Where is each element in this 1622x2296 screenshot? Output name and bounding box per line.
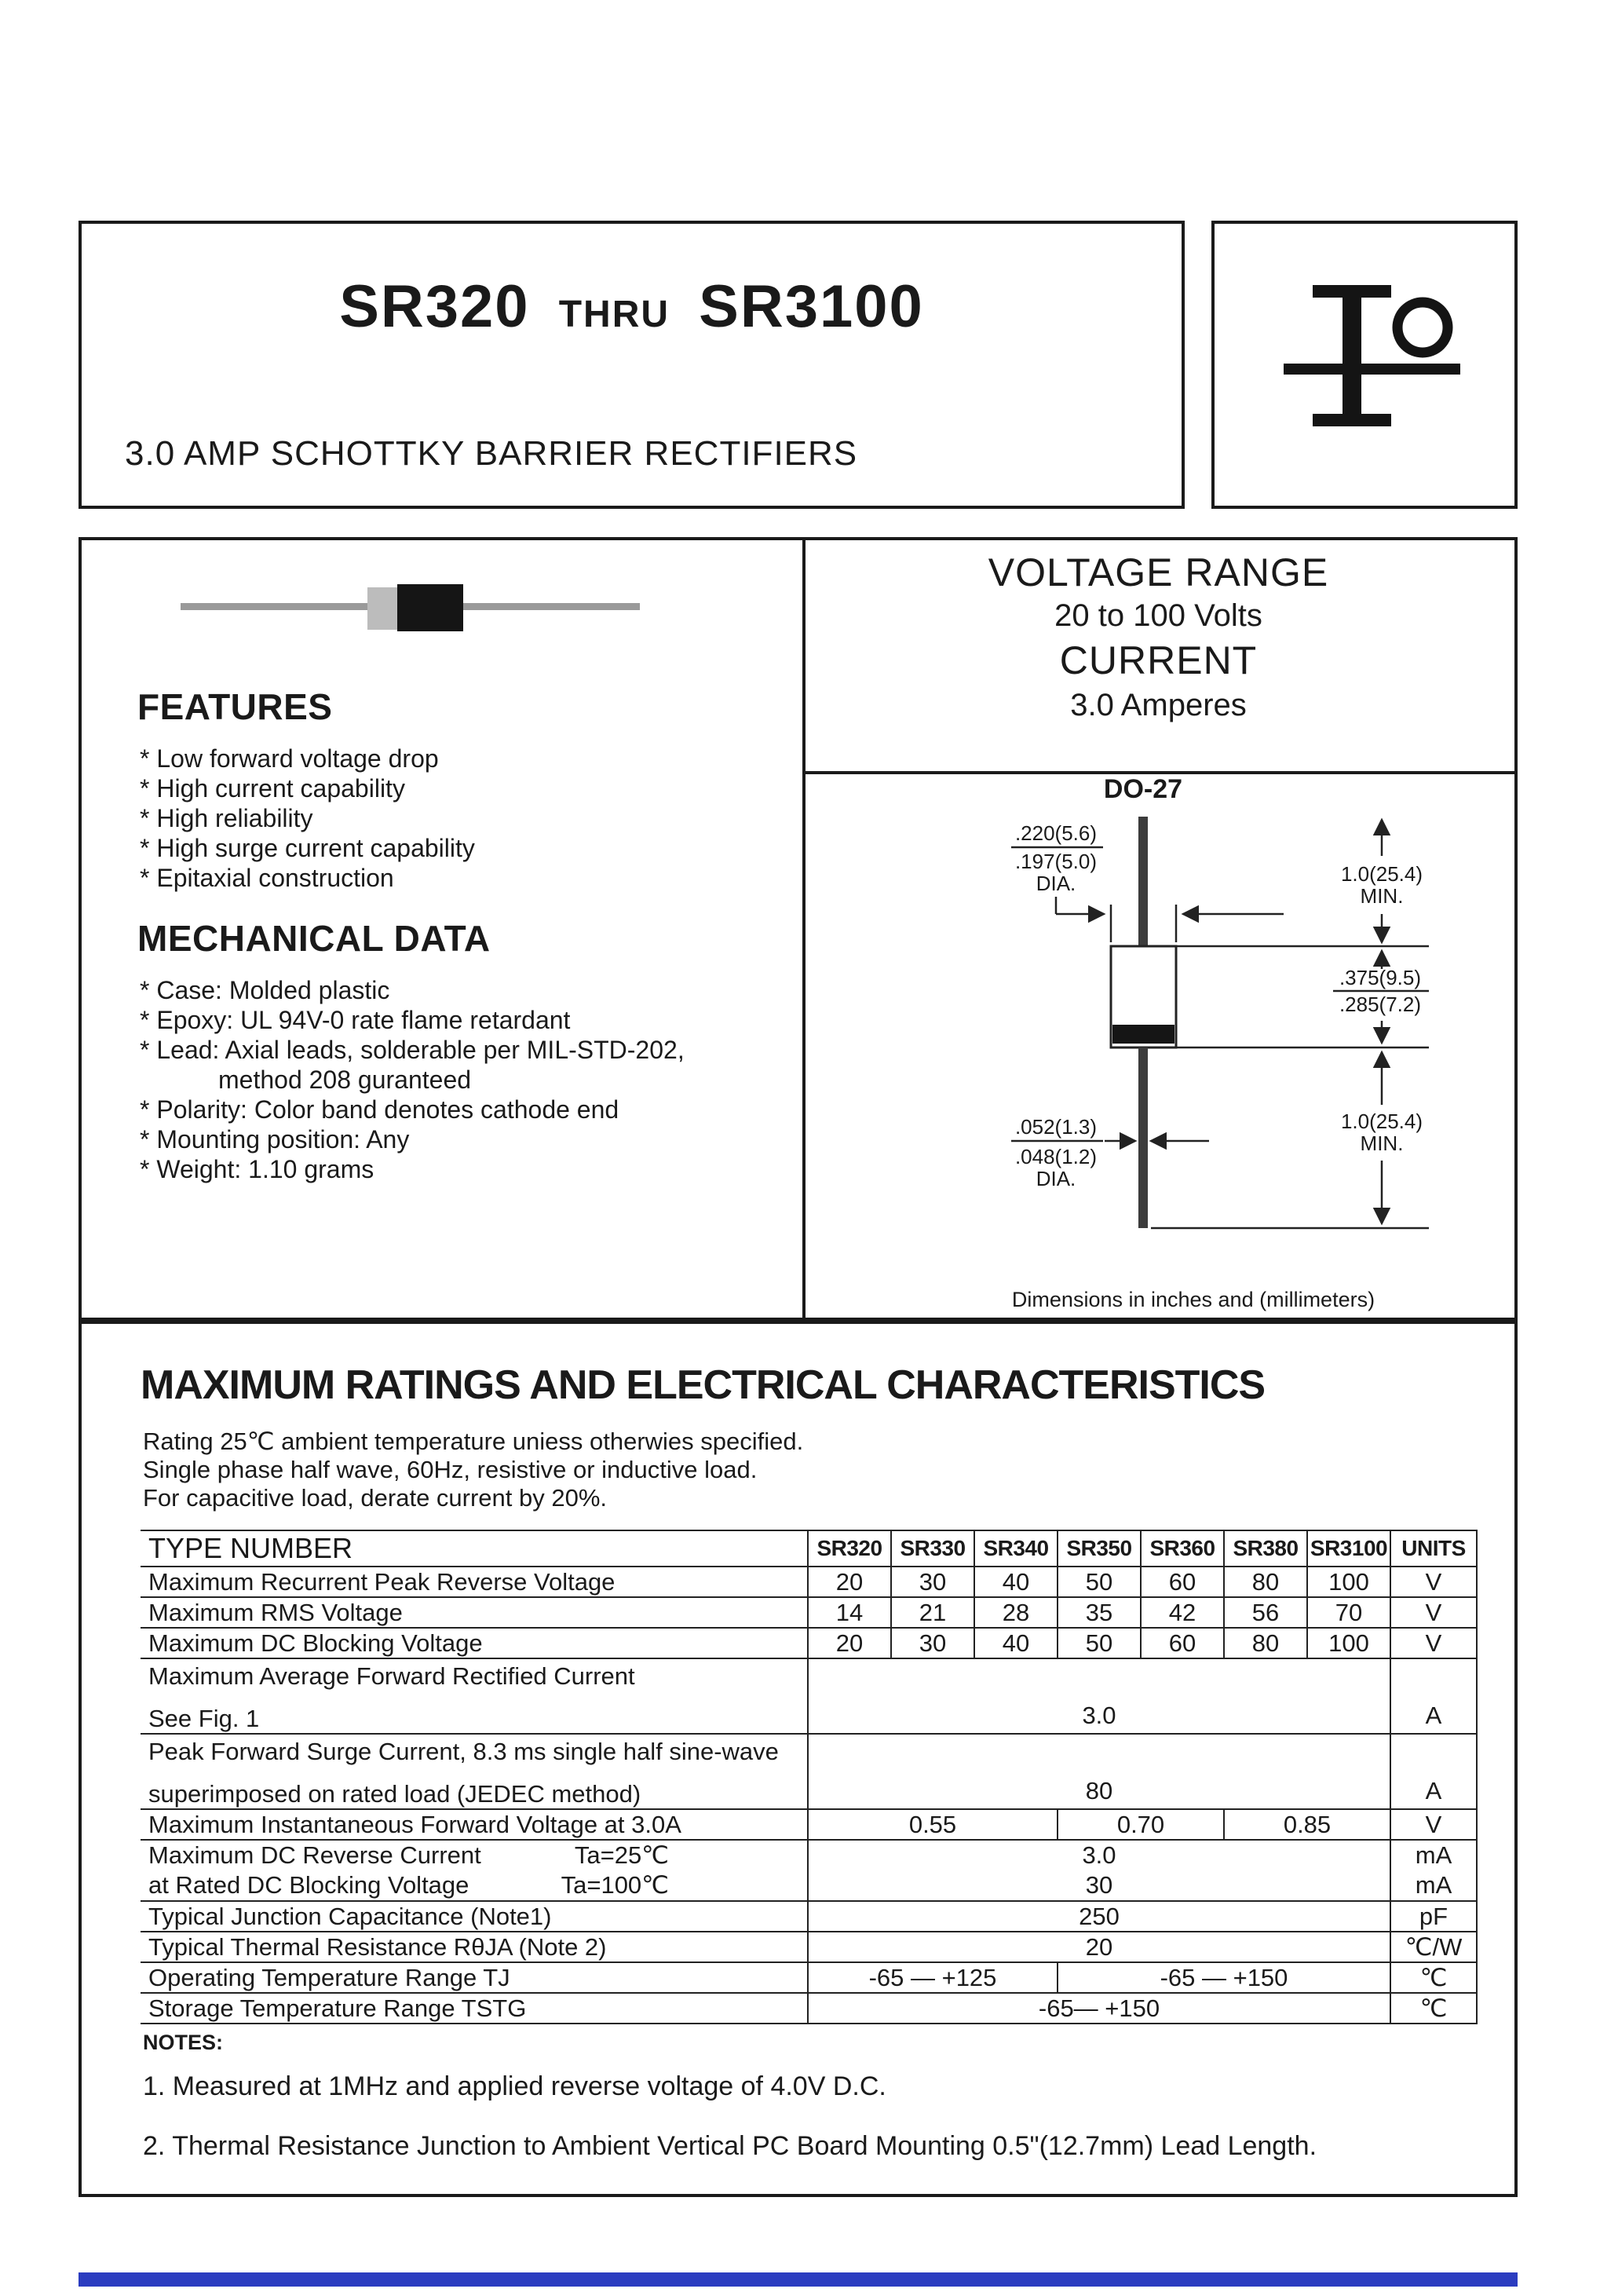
column-header: SR330 [891,1530,974,1567]
value-cell: 30 [891,1567,974,1597]
value-cell: 40 [974,1628,1058,1658]
value-cell: 100 [1307,1567,1390,1597]
units-header: UNITS [1390,1530,1477,1567]
value-cell: 20 [808,1567,891,1597]
type-number-header: TYPE NUMBER [141,1530,808,1567]
mechanical-item: * Epoxy: UL 94V-0 rate flame retardant [140,1006,571,1034]
row-label: Peak Forward Surge Current, 8.3 ms single half sine-wave superimposed on rated load (JEDEC method) [141,1734,808,1809]
row-label: Maximum Instantaneous Forward Voltage at 3.0A [141,1809,808,1840]
voltage-range-label: VOLTAGE RANGE [988,550,1329,594]
row-label: Typical Junction Capacitance (Note1) [141,1901,808,1932]
value-cell: 28 [974,1597,1058,1628]
ratings-heading: MAXIMUM RATINGS AND ELECTRICAL CHARACTERISTICS [141,1362,1266,1408]
value-cell: 80 [808,1734,1390,1809]
value-cell: 30 [808,1870,1390,1901]
value-cell: 100 [1307,1628,1390,1658]
feature-item: * Low forward voltage drop [140,744,439,773]
body-dia-mm: .197(5.0) [1014,850,1098,873]
mechanical-item-continuation: method 208 guranteed [218,1066,472,1094]
unit-cell: mA [1390,1870,1477,1901]
lead-len-top-value: 1.0(25.4) [1340,862,1423,886]
value-cell: 14 [808,1597,891,1628]
note-line: 2. Thermal Resistance Junction to Ambient Vertical PC Board Mounting 0.5"(12.7mm) Lead Length. [143,2131,1317,2161]
feature-item: * High surge current capability [140,834,475,862]
value-cell: 20 [808,1628,891,1658]
test-condition: Ta=100℃ [561,1871,669,1899]
value-cell: 80 [1224,1628,1307,1658]
value-cell: 80 [1224,1567,1307,1597]
feature-item: * High reliability [140,804,313,832]
mechanical-item: * Polarity: Color band denotes cathode end [140,1095,619,1124]
value-cell: 60 [1141,1628,1224,1658]
current-label: CURRENT [1059,638,1258,682]
lead-dia-mm: .048(1.2) [1014,1145,1098,1168]
unit-cell: ℃ [1390,1962,1477,1993]
title-part-number-2: SR3100 [699,273,924,340]
value-cell: 0.70 [1058,1809,1224,1840]
unit-cell: V [1390,1597,1477,1628]
row-label: Storage Temperature Range TSTG [141,1993,808,2024]
mechanical-item: * Case: Molded plastic [140,976,390,1004]
row-label: Typical Thermal Resistance RθJA (Note 2) [141,1932,808,1962]
value-cell: 60 [1141,1567,1224,1597]
condition-line: Single phase half wave, 60Hz, resistive or inductive load. [143,1456,758,1483]
mechanical-data-heading: MECHANICAL DATA [137,918,491,959]
value-cell: 56 [1224,1597,1307,1628]
diode-body-graphic [397,584,463,631]
unit-cell: V [1390,1628,1477,1658]
value-cell: 50 [1058,1628,1141,1658]
logo-box [1211,221,1518,509]
footer-bar [79,2272,1518,2287]
ratings-box [79,1321,1518,2197]
row-label: Maximum Average Forward Rectified Current See Fig. 1 [141,1658,808,1734]
mechanical-item: * Lead: Axial leads, solderable per MIL-STD-202, [140,1036,685,1064]
value-cell: 21 [891,1597,974,1628]
package-caption: Dimensions in inches and (millimeters) [1011,1288,1375,1311]
test-condition: Ta=25℃ [574,1841,669,1869]
value-cell: 70 [1307,1597,1390,1628]
features-heading: FEATURES [137,686,333,727]
unit-cell: A [1390,1658,1477,1734]
current-value: 3.0 Amperes [1070,688,1247,722]
lead-len-top-min: MIN. [1360,884,1404,908]
page-title [82,272,1182,341]
column-header: SR3100 [1307,1530,1390,1567]
value-cell: 250 [808,1901,1390,1932]
cathode-band [1112,1025,1174,1044]
body-len-inches: .375(9.5) [1339,966,1422,989]
lead-dia-label: DIA. [1036,1167,1076,1190]
package-name: DO-27 [1103,774,1183,804]
row-label: Maximum RMS Voltage [141,1597,808,1628]
value-cell: -65 — +125 [808,1962,1058,1993]
value-cell: 42 [1141,1597,1224,1628]
value-cell: 35 [1058,1597,1141,1628]
value-cell: -65 — +150 [1058,1962,1390,1993]
lead-dia-inches: .052(1.3) [1014,1115,1098,1139]
ratings-conditions [143,1428,803,1512]
unit-cell: pF [1390,1901,1477,1932]
page-subtitle: 3.0 AMP SCHOTTKY BARRIER RECTIFIERS [125,434,858,473]
note-line: 1. Measured at 1MHz and applied reverse voltage of 4.0V D.C. [143,2071,886,2101]
column-header: SR350 [1058,1530,1141,1567]
value-cell: 30 [891,1628,974,1658]
unit-cell: V [1390,1567,1477,1597]
condition-line: Rating 25℃ ambient temperature uniess otherwies specified. [143,1428,804,1455]
ratings-table [141,1530,1478,2024]
mechanical-item: * Mounting position: Any [140,1125,410,1153]
lead-len-bot-value: 1.0(25.4) [1340,1110,1423,1133]
body-dia-label: DIA. [1036,872,1076,895]
features-list [140,744,475,893]
unit-cell: mA [1390,1840,1477,1870]
package-outline-drawing [879,795,1507,1281]
value-cell: 3.0 [808,1658,1390,1734]
mechanical-data-list [140,975,685,1184]
unit-cell: A [1390,1734,1477,1809]
value-cell: 3.0 [808,1840,1390,1870]
condition-line: For capacitive load, derate current by 20%. [143,1484,608,1512]
lead-len-bot-min: MIN. [1360,1132,1404,1155]
value-cell: -65— +150 [808,1993,1390,2024]
feature-item: * High current capability [140,774,405,803]
value-cell: 40 [974,1567,1058,1597]
unit-cell: V [1390,1809,1477,1840]
row-label: Maximum Recurrent Peak Reverse Voltage [141,1567,808,1597]
column-header: SR360 [1141,1530,1224,1567]
value-cell: 0.55 [808,1809,1058,1840]
lead-top [1138,817,1148,946]
value-cell: 0.85 [1224,1809,1390,1840]
unit-cell: ℃ [1390,1993,1477,2024]
title-box [79,221,1185,509]
unit-cell: ℃/W [1390,1932,1477,1962]
column-header: SR320 [808,1530,891,1567]
feature-item: * Epitaxial construction [140,864,394,892]
body-len-mm: .285(7.2) [1339,993,1422,1016]
row-label: Maximum DC Reverse Current Ta=25℃ [141,1840,808,1870]
column-header: SR380 [1224,1530,1307,1567]
row-label: at Rated DC Blocking Voltage Ta=100℃ [141,1870,808,1901]
column-header: SR340 [974,1530,1058,1567]
row-label: Operating Temperature Range TJ [141,1962,808,1993]
row-label: Maximum DC Blocking Voltage [141,1628,808,1658]
value-cell: 20 [808,1932,1390,1962]
title-part-number-1: SR320 [339,273,530,340]
voltage-range-value: 20 to 100 Volts [1054,598,1262,633]
value-cell: 50 [1058,1567,1141,1597]
diode-band-graphic [367,587,397,630]
io-symbol-icon [1269,271,1466,452]
lead-bottom [1138,1047,1148,1228]
notes-label: NOTES: [143,2031,224,2054]
mechanical-item: * Weight: 1.10 grams [140,1155,374,1183]
title-thru: THRU [558,294,670,335]
body-dia-inches: .220(5.6) [1014,821,1098,845]
